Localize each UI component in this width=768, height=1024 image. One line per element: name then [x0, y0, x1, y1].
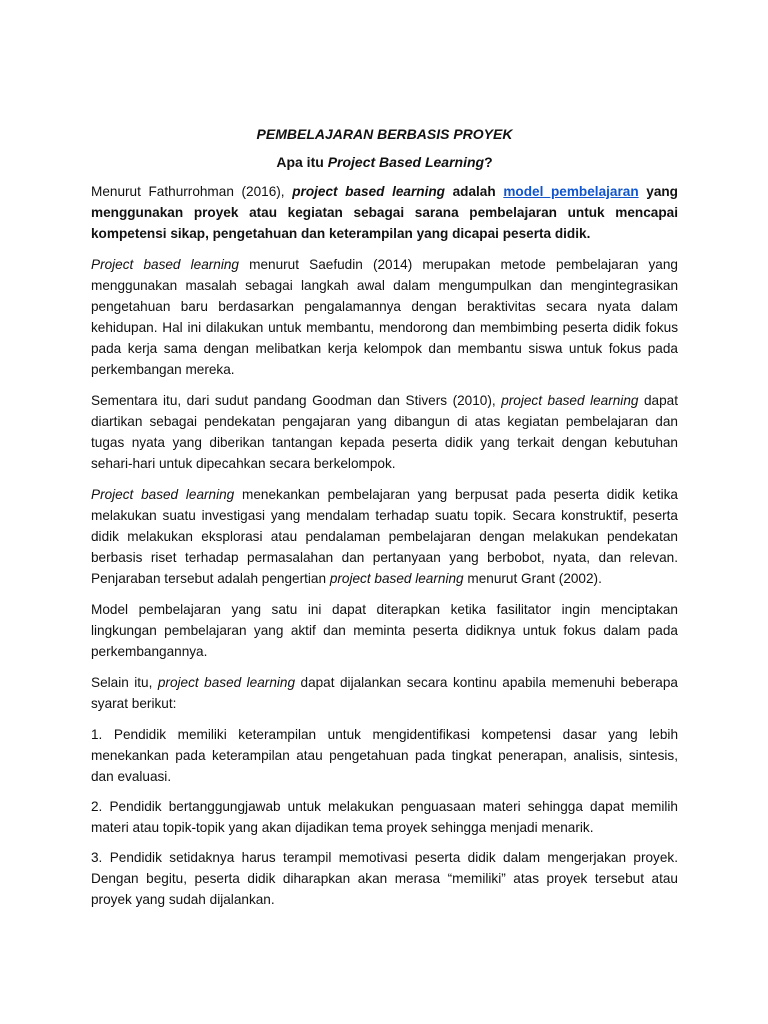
p4-term-2: project based learning [329, 571, 464, 586]
paragraph-2 [91, 254, 678, 380]
p6-term: project based learning [157, 675, 296, 690]
p3-term: project based learning [501, 393, 639, 408]
paragraph-6 [91, 672, 678, 714]
document-title: PEMBELAJARAN BERBASIS PROYEK [256, 126, 513, 142]
p1-text-1: Menurut Fathurrohman (2016), [91, 184, 293, 199]
p6-text-1: Selain itu, [91, 675, 158, 690]
p3-text-1: Sementara itu, dari sudut pandang Goodman dan Stivers (2010), [91, 393, 502, 408]
p1-text-3: yang menggunakan proyek atau kegiatan sebagai sarana pembelajaran untuk mencapai kompetensi sikap, pengetahuan dan keterampilan yang dicapai peserta didik. [91, 184, 678, 241]
p4-text-1: menekankan pembelajaran yang berpusat pada peserta didik ketika melakukan suatu investigasi yang mendalam terhadap suatu topik. Secara konstruktif, peserta didik melakukan eksplorasi atau pendalaman pembelajaran dengan melakukan pendekatan berbasis riset terhadap permasalahan dan pertanyaan yang berbobot, nyata, dan relevan. Penjaraban tersebut adalah pengertian [91, 487, 678, 586]
document-subtitle [91, 152, 678, 172]
p1-term: project based learning [292, 184, 445, 199]
p6-text-2: dapat dijalankan secara kontinu apabila memenuhi beberapa syarat berikut: [91, 675, 678, 711]
subtitle-italic: Project Based Learning [327, 154, 485, 170]
p2-text: menurut Saefudin (2014) merupakan metode pembelajaran yang menggunakan masalah sebagai langkah awal dalam mengumpulkan dan mengintegrasikan pengetahuan baru berdasarkan pengalamannya dengan beraktivitas secara nyata dalam kehidupan. Hal ini dilakukan untuk membantu, mendorong dan membimbing peserta didik fokus pada kerja sama dengan melibatkan kerja kelompok dan membantu siswa untuk fokus pada perkembangan mereka. [91, 257, 678, 377]
document-body [91, 124, 678, 919]
list-item: 2. Pendidik bertanggungjawab untuk melakukan penguasaan materi sehingga dapat memilih materi atau topik-topik yang akan dijadikan tema proyek sehingga menjadi menarik. [91, 799, 678, 835]
p3-text-2: dapat diartikan sebagai pendekatan pengajaran yang dibangun di atas kegiatan pembelajaran dan tugas nyata yang diberikan tantangan kepada peserta didik yang terkait dengan kebutuhan sehari-hari untuk dipecahkan secara berkelompok. [91, 393, 678, 471]
paragraph-3 [91, 390, 678, 474]
subtitle-suffix: ? [484, 154, 493, 170]
p1-text-2: adalah [444, 184, 504, 199]
paragraph-1 [91, 181, 678, 244]
p4-term-1: Project based learning [91, 487, 235, 502]
list-item: 1. Pendidik memiliki keterampilan untuk mengidentifikasi kompetensi dasar yang lebih menekankan pada keterampilan atau pengetahuan pada tingkat penerapan, analisis, sintesis, dan evaluasi. [91, 727, 678, 784]
model-pembelajaran-link[interactable]: model pembelajaran [503, 184, 639, 199]
subtitle-prefix: Apa itu [276, 154, 328, 170]
p2-term: Project based learning [91, 257, 239, 272]
list-item: 3. Pendidik setidaknya harus terampil memotivasi peserta didik dalam mengerjakan proyek. Dengan begitu, peserta didik diharapkan akan merasa “memiliki” atas proyek tersebut atau proyek yang sudah dijalankan. [91, 850, 678, 907]
p4-text-2: menurut Grant (2002). [463, 571, 602, 586]
paragraph-5: Model pembelajaran yang satu ini dapat diterapkan ketika fasilitator ingin menciptakan lingkungan pembelajaran yang aktif dan meminta peserta didiknya untuk fokus dalam pada perkembangannya. [91, 602, 678, 659]
paragraph-4 [91, 484, 678, 589]
